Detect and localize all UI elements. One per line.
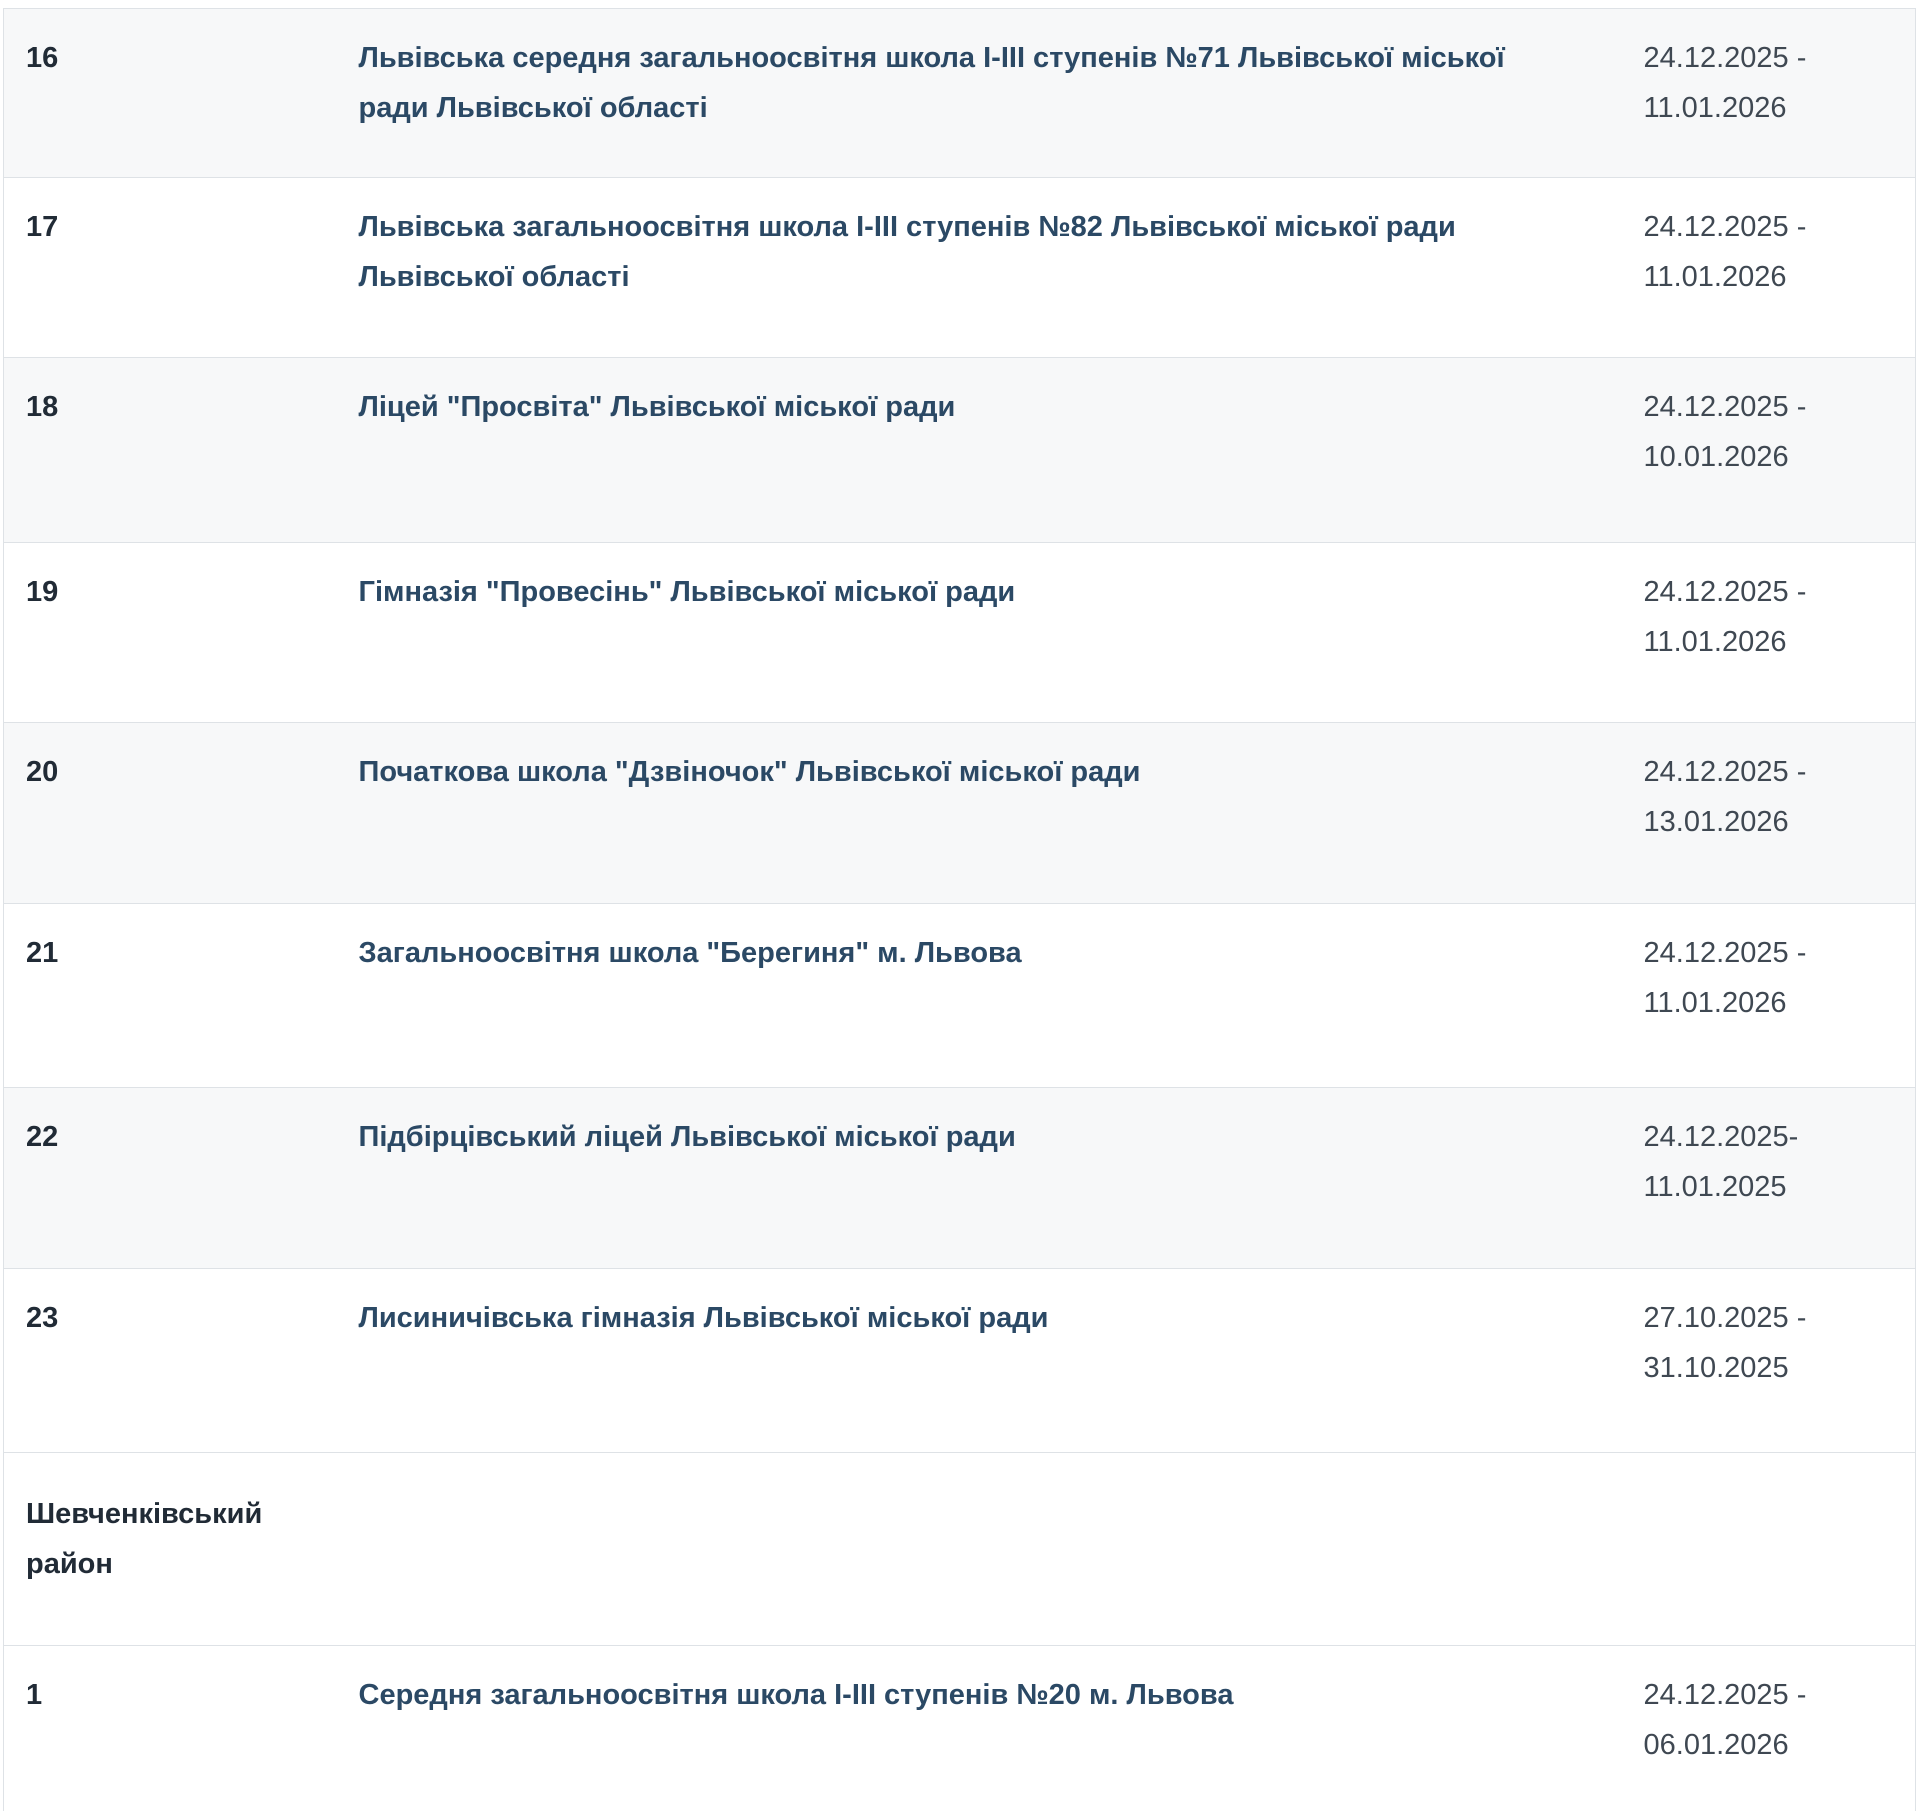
- date-range-cell: 24.12.2025 - 11.01.2026: [1621, 904, 1916, 1088]
- school-name-cell: Львівська загальноосвітня школа І-ІІІ ступенів №82 Львівської міської ради Львівської області: [339, 178, 1621, 358]
- school-name-cell: Львівська середня загальноосвітня школа І-ІІІ ступенів №71 Львівської міської ради Львівської області: [339, 9, 1621, 178]
- table-row: [4, 904, 1916, 1088]
- school-name-cell: Ліцей "Просвіта" Львівської міської ради: [339, 358, 1621, 543]
- row-number-cell: 20: [4, 723, 339, 904]
- row-number-cell: 22: [4, 1088, 339, 1269]
- schools-table-body: [4, 9, 1916, 1811]
- table-row: [4, 1088, 1916, 1269]
- date-range-cell: 24.12.2025 - 13.01.2026: [1621, 723, 1916, 904]
- row-number-cell: 16: [4, 9, 339, 178]
- table-row: [4, 723, 1916, 904]
- school-name-cell: Лисиничівська гімназія Львівської міської ради: [339, 1269, 1621, 1453]
- date-range-cell: 24.12.2025 - 11.01.2026: [1621, 9, 1916, 178]
- district-row-spacer: [339, 1453, 1916, 1646]
- row-number-cell: 23: [4, 1269, 339, 1453]
- date-range-cell: 27.10.2025 - 31.10.2025: [1621, 1269, 1916, 1453]
- row-number-cell: 17: [4, 178, 339, 358]
- row-number-cell: 21: [4, 904, 339, 1088]
- date-range-cell: 24.12.2025 - 06.01.2026: [1621, 1646, 1916, 1811]
- school-name-cell: Початкова школа "Дзвіночок" Львівської міської ради: [339, 723, 1621, 904]
- table-row: [4, 1269, 1916, 1453]
- row-number-cell: 19: [4, 543, 339, 723]
- school-name-cell: Середня загальноосвітня школа І-ІІІ ступенів №20 м. Львова: [339, 1646, 1621, 1811]
- row-number-cell: 1: [4, 1646, 339, 1811]
- table-row: [4, 358, 1916, 543]
- date-range-cell: 24.12.2025 - 11.01.2026: [1621, 543, 1916, 723]
- table-row: [4, 9, 1916, 178]
- row-number-cell: 18: [4, 358, 339, 543]
- district-row: [4, 1453, 1916, 1646]
- district-header-cell: Шевченківський район: [4, 1453, 339, 1646]
- table-row: [4, 543, 1916, 723]
- school-name-cell: Гімназія "Провесінь" Львівської міської ради: [339, 543, 1621, 723]
- table-row: [4, 1646, 1916, 1811]
- schools-table: [3, 8, 1916, 1811]
- school-name-cell: Загальноосвітня школа "Берегиня" м. Львова: [339, 904, 1621, 1088]
- school-name-cell: Підбірцівський ліцей Львівської міської ради: [339, 1088, 1621, 1269]
- date-range-cell: 24.12.2025- 11.01.2025: [1621, 1088, 1916, 1269]
- date-range-cell: 24.12.2025 - 10.01.2026: [1621, 358, 1916, 543]
- table-row: [4, 178, 1916, 358]
- date-range-cell: 24.12.2025 - 11.01.2026: [1621, 178, 1916, 358]
